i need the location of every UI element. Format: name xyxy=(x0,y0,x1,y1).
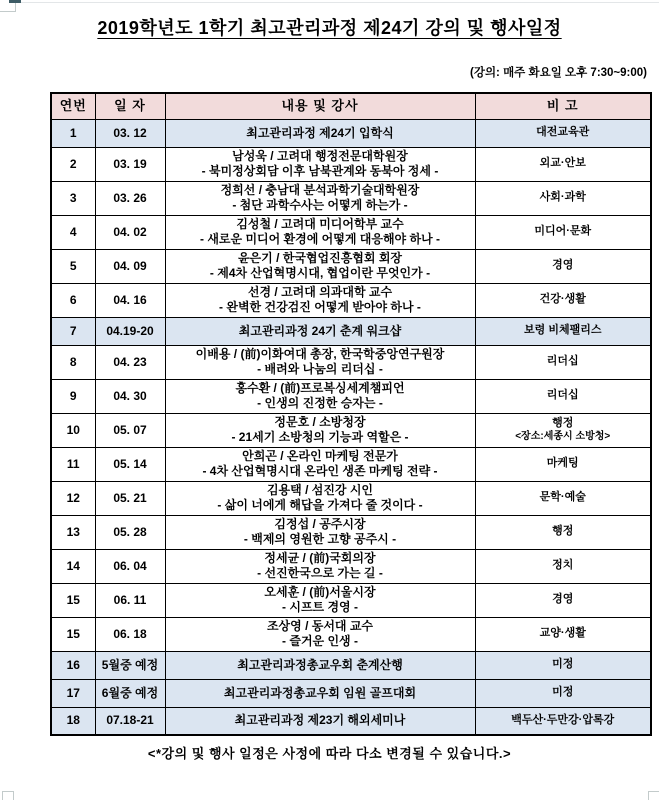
page-top-edge xyxy=(0,2,659,3)
content-line: 홍수환 / (前)프로복싱세계챔피언 xyxy=(235,381,405,396)
note-line: 행정 xyxy=(552,525,574,538)
row-number-cell: 3 xyxy=(51,181,95,215)
row-number-cell: 5 xyxy=(51,249,95,283)
row-number-cell: 2 xyxy=(51,147,95,181)
content-cell xyxy=(165,481,475,515)
date-cell: 04. 02 xyxy=(95,215,165,249)
row-number-cell: 1 xyxy=(51,119,95,147)
note-cell xyxy=(475,119,651,147)
note-line: 리더십 xyxy=(546,389,579,402)
content-line: - 새로운 미디어 환경에 어떻게 대응해야 하나 - xyxy=(200,232,440,246)
content-line: 정문호 / 소방청장 xyxy=(274,415,366,430)
page-corner-mark-bottom-left xyxy=(2,791,14,800)
note-line: 정치 xyxy=(552,559,574,572)
content-cell xyxy=(165,413,475,447)
content-line: 최고관리과정 제23기 해외세미나 xyxy=(234,713,406,728)
content-cell xyxy=(165,583,475,617)
content-line: 김용택 / 섬진강 시인 xyxy=(266,483,374,498)
row-number-cell: 12 xyxy=(51,481,95,515)
content-cell xyxy=(165,679,475,707)
date-cell: 05. 14 xyxy=(95,447,165,481)
note-line: 경영 xyxy=(552,259,574,272)
date-cell: 04. 23 xyxy=(95,345,165,379)
schedule-table xyxy=(50,92,652,736)
content-line: 최고관리과정총교우회 춘계산행 xyxy=(237,657,403,672)
date-cell: 03. 19 xyxy=(95,147,165,181)
content-line: - 삶이 너에게 해답을 가져다 줄 것이다 - xyxy=(217,498,423,512)
content-line: - 21세기 소방청의 기능과 역할은 - xyxy=(231,430,409,444)
note-cell xyxy=(475,317,651,345)
content-cell xyxy=(165,249,475,283)
date-cell: 06. 18 xyxy=(95,617,165,651)
note-line: 미정 xyxy=(552,658,574,671)
content-line: - 인생의 진정한 승자는 - xyxy=(257,396,383,410)
note-cell xyxy=(475,379,651,413)
date-cell: 03. 12 xyxy=(95,119,165,147)
content-line: 이배용 / (前)이화여대 총장, 한국학중앙연구원장 xyxy=(195,347,445,362)
table-row xyxy=(51,583,651,617)
table-row xyxy=(51,119,651,147)
date-cell: 05. 28 xyxy=(95,515,165,549)
table-row xyxy=(51,181,651,215)
content-line: 조상영 / 동서대 교수 xyxy=(266,619,374,634)
header-cell-note: 비 고 xyxy=(475,93,651,119)
header-cell-number: 연번 xyxy=(51,93,95,119)
table-row xyxy=(51,215,651,249)
note-cell xyxy=(475,181,651,215)
table-row xyxy=(51,707,651,735)
table-header-row xyxy=(51,93,651,119)
content-line: - 배려와 나눔의 리더십 - xyxy=(257,362,383,376)
content-cell xyxy=(165,549,475,583)
row-number-cell: 17 xyxy=(51,679,95,707)
note-cell xyxy=(475,481,651,515)
note-line: 건강·생활 xyxy=(539,293,586,306)
note-line: 미디어·문화 xyxy=(534,225,592,238)
note-line: 경영 xyxy=(552,593,574,606)
table-row xyxy=(51,249,651,283)
content-cell xyxy=(165,447,475,481)
content-line: 김성철 / 고려대 미디어학부 교수 xyxy=(236,217,404,232)
note-line: 백두산·두만강·압록강 xyxy=(511,714,615,727)
row-number-cell: 11 xyxy=(51,447,95,481)
table-row xyxy=(51,515,651,549)
row-number-cell: 18 xyxy=(51,707,95,735)
date-cell: 07.18-21 xyxy=(95,707,165,735)
note-cell xyxy=(475,447,651,481)
content-line: 정세균 / (前)국회의장 xyxy=(264,551,376,566)
note-line: 행정 xyxy=(552,417,574,430)
note-cell xyxy=(475,707,651,735)
ruler-tick-mark xyxy=(9,0,21,3)
row-number-cell: 15 xyxy=(51,617,95,651)
content-line: - 선진한국으로 가는 길 - xyxy=(257,566,383,580)
table-row xyxy=(51,651,651,679)
content-line: 김정섭 / 공주시장 xyxy=(274,517,366,532)
content-line: - 완벽한 건강검진 어떻게 받아야 하나 - xyxy=(219,300,421,314)
row-number-cell: 10 xyxy=(51,413,95,447)
table-row xyxy=(51,283,651,317)
date-cell: 05. 07 xyxy=(95,413,165,447)
content-line: - 백제의 영원한 고향 공주시 - xyxy=(243,532,397,546)
content-line: 오세훈 / (前)서울시장 xyxy=(264,585,376,600)
content-cell xyxy=(165,707,475,735)
table-row xyxy=(51,549,651,583)
date-cell: 04. 09 xyxy=(95,249,165,283)
content-cell xyxy=(165,283,475,317)
note-line: 교양·생활 xyxy=(539,627,586,640)
note-cell xyxy=(475,249,651,283)
note-line: 대전교육관 xyxy=(536,126,590,139)
content-line: 안희곤 / 온라인 마케팅 전문가 xyxy=(242,449,398,464)
page-title: 2019학년도 1학기 최고관리과정 제24기 강의 및 행사일정 xyxy=(97,18,562,38)
header-cell-date: 일 자 xyxy=(95,93,165,119)
row-number-cell: 14 xyxy=(51,549,95,583)
table-row xyxy=(51,413,651,447)
date-cell: 05. 21 xyxy=(95,481,165,515)
row-number-cell: 9 xyxy=(51,379,95,413)
table-row xyxy=(51,481,651,515)
date-cell: 06. 04 xyxy=(95,549,165,583)
note-cell xyxy=(475,617,651,651)
content-line: - 4차 산업혁명시대 온라인 생존 마케팅 전략 - xyxy=(202,464,438,478)
content-cell xyxy=(165,651,475,679)
table-row xyxy=(51,345,651,379)
row-number-cell: 8 xyxy=(51,345,95,379)
content-cell xyxy=(165,215,475,249)
note-line: 사회·과학 xyxy=(539,191,586,204)
content-line: 최고관리과정 제24기 입학식 xyxy=(246,125,394,140)
lecture-time-note: (강의: 매주 화요일 오후 7:30~9:00) xyxy=(470,67,647,79)
note-line: 보령 비체팰리스 xyxy=(524,324,602,337)
table-row xyxy=(51,679,651,707)
note-cell xyxy=(475,583,651,617)
header-cell-content: 내용 및 강사 xyxy=(165,93,475,119)
content-cell xyxy=(165,515,475,549)
row-number-cell: 16 xyxy=(51,651,95,679)
table-row xyxy=(51,379,651,413)
row-number-cell: 4 xyxy=(51,215,95,249)
page-corner-mark-bottom-right xyxy=(648,791,659,800)
note-cell xyxy=(475,679,651,707)
footer-disclaimer: <*강의 및 행사 일정은 사정에 따라 다소 변경될 수 있습니다.> xyxy=(147,746,512,761)
content-line: - 즐거운 인생 - xyxy=(282,634,358,648)
date-cell: 5월중 예정 xyxy=(95,651,165,679)
content-line: - 첨단 과학수사는 어떻게 하는가 - xyxy=(232,198,408,212)
row-number-cell: 7 xyxy=(51,317,95,345)
note-cell xyxy=(475,345,651,379)
content-line: - 북미정상회담 이후 남북관계와 동북아 정세 - xyxy=(201,164,439,178)
content-line: - 시프트 경영 - xyxy=(282,600,358,614)
content-cell xyxy=(165,181,475,215)
row-number-cell: 13 xyxy=(51,515,95,549)
table-row xyxy=(51,447,651,481)
note-cell xyxy=(475,147,651,181)
note-line: 마케팅 xyxy=(546,457,579,470)
content-line: 정희선 / 충남대 분석과학기술대학원장 xyxy=(220,183,420,198)
note-cell xyxy=(475,651,651,679)
content-line: 윤은기 / 한국협업진흥협회 회장 xyxy=(237,251,403,266)
content-cell xyxy=(165,317,475,345)
content-line: - 제4차 산업혁명시대, 협업이란 무엇인가 - xyxy=(209,266,431,280)
content-cell xyxy=(165,119,475,147)
note-cell xyxy=(475,215,651,249)
table-row xyxy=(51,317,651,345)
date-cell: 03. 26 xyxy=(95,181,165,215)
content-cell xyxy=(165,147,475,181)
content-cell xyxy=(165,379,475,413)
note-cell xyxy=(475,413,651,447)
date-cell: 04. 16 xyxy=(95,283,165,317)
content-cell xyxy=(165,345,475,379)
row-number-cell: 15 xyxy=(51,583,95,617)
note-line: 외교·안보 xyxy=(539,157,586,170)
table-row xyxy=(51,147,651,181)
date-cell: 06. 11 xyxy=(95,583,165,617)
note-line: 미정 xyxy=(552,686,574,699)
table-row xyxy=(51,617,651,651)
content-line: 최고관리과정 24기 춘계 워크샵 xyxy=(238,323,402,338)
note-cell xyxy=(475,549,651,583)
date-cell: 04. 30 xyxy=(95,379,165,413)
note-cell xyxy=(475,283,651,317)
content-line: 남성욱 / 고려대 행정전문대학원장 xyxy=(232,149,408,164)
content-line: 선경 / 고려대 의과대학 교수 xyxy=(247,285,393,300)
date-cell: 04.19-20 xyxy=(95,317,165,345)
row-number-cell: 6 xyxy=(51,283,95,317)
content-line: 최고관리과정총교우회 임원 골프대회 xyxy=(223,685,417,700)
note-line: <장소:세종시 소방청> xyxy=(515,430,611,442)
content-cell xyxy=(165,617,475,651)
date-cell: 6월중 예정 xyxy=(95,679,165,707)
note-line: 문학·예술 xyxy=(539,491,586,504)
note-line: 리더십 xyxy=(546,355,579,368)
note-cell xyxy=(475,515,651,549)
